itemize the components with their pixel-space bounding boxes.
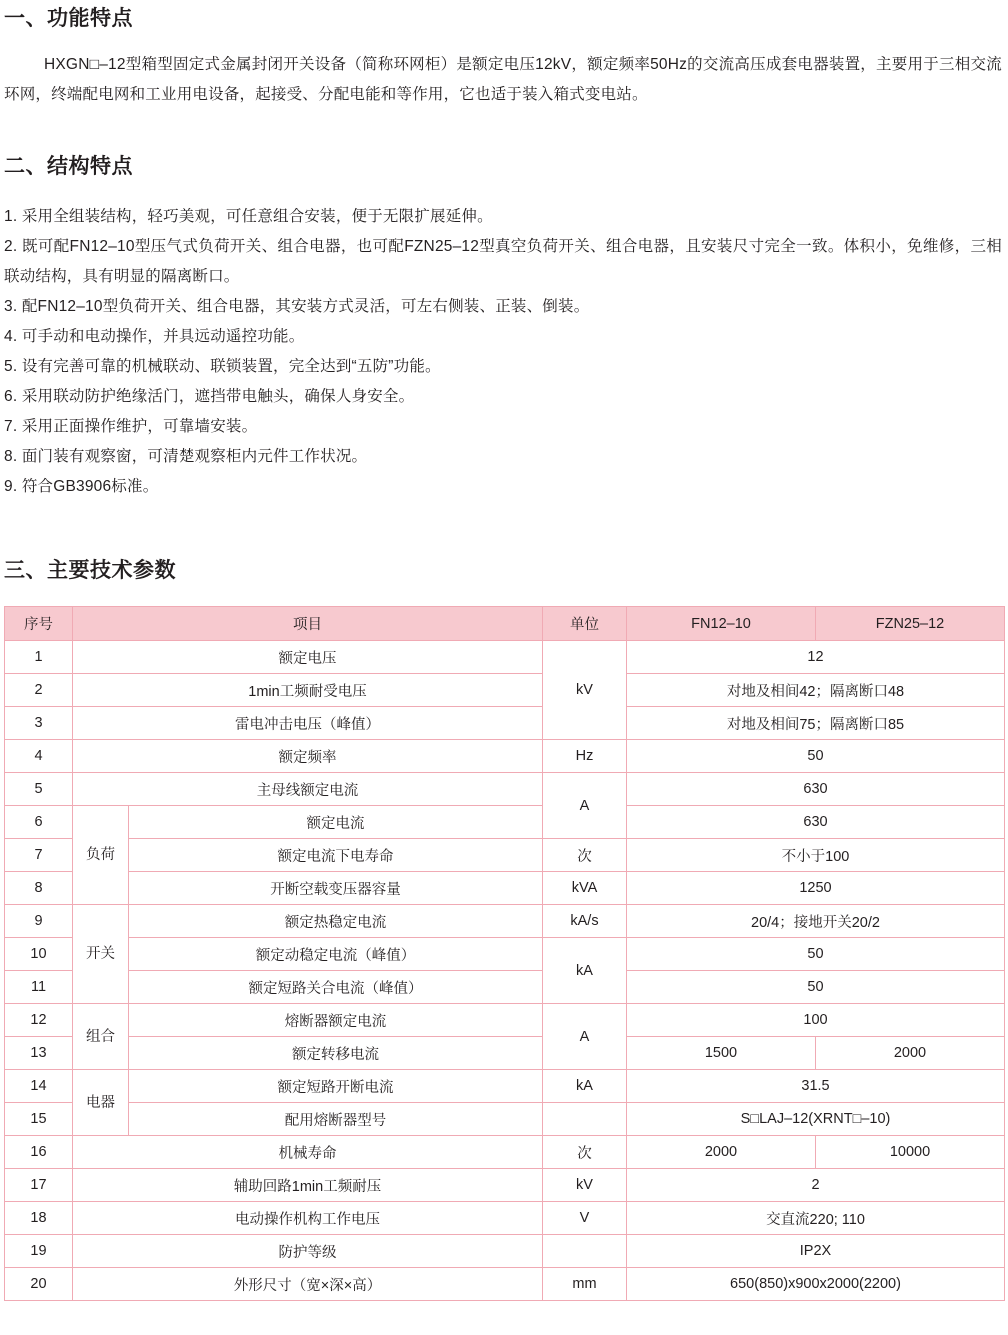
row-unit: mm	[543, 1268, 627, 1301]
row-item: 开断空载变压器容量	[129, 872, 543, 905]
row-no: 11	[5, 971, 73, 1004]
row-value: 不小于100	[627, 839, 1005, 872]
table-row	[5, 1004, 1005, 1037]
row-item: 额定热稳定电流	[129, 905, 543, 938]
row-item: 雷电冲击电压（峰值）	[73, 707, 543, 740]
table-row	[5, 1235, 1005, 1268]
row-no: 8	[5, 872, 73, 905]
table-row	[5, 1070, 1005, 1103]
row-no: 16	[5, 1136, 73, 1169]
row-unit: kVA	[543, 872, 627, 905]
row-unit: Hz	[543, 740, 627, 773]
row-no: 3	[5, 707, 73, 740]
row-unit: A	[543, 773, 627, 839]
row-value: 12	[627, 641, 1005, 674]
section-heading-parameters-text: 三、主要技术参数	[4, 559, 176, 582]
row-group-combo: 组合	[73, 1004, 129, 1070]
row-item: 电动操作机构工作电压	[73, 1202, 543, 1235]
row-value: 2	[627, 1169, 1005, 1202]
section-heading-structure	[4, 150, 1002, 180]
table-row	[5, 1169, 1005, 1202]
row-item: 配用熔断器型号	[129, 1103, 543, 1136]
table-row	[5, 971, 1005, 1004]
row-unit: A	[543, 1004, 627, 1070]
row-item: 熔断器额定电流	[129, 1004, 543, 1037]
row-no: 14	[5, 1070, 73, 1103]
table-row	[5, 674, 1005, 707]
list-item: 9. 符合GB3906标准。	[4, 478, 159, 495]
row-unit: 次	[543, 1136, 627, 1169]
row-item: 额定电流下电寿命	[129, 839, 543, 872]
row-value: 对地及相间42；隔离断口48	[627, 674, 1005, 707]
row-no: 2	[5, 674, 73, 707]
row-value: 31.5	[627, 1070, 1005, 1103]
row-value: 50	[627, 938, 1005, 971]
list-item: 8. 面门装有观察窗，可清楚观察柜内元件工作状况。	[4, 448, 368, 465]
list-item: 5. 设有完善可靠的机械联动、联锁装置，完全达到“五防”功能。	[4, 358, 441, 375]
row-no: 12	[5, 1004, 73, 1037]
row-unit: kV	[543, 1169, 627, 1202]
row-value: 交直流220; 110	[627, 1202, 1005, 1235]
table-row	[5, 1202, 1005, 1235]
row-no: 17	[5, 1169, 73, 1202]
section-heading-features	[4, 2, 1002, 32]
row-no: 15	[5, 1103, 73, 1136]
row-value: IP2X	[627, 1235, 1005, 1268]
row-item: 外形尺寸（宽×深×高）	[73, 1268, 543, 1301]
structure-feature-list	[4, 202, 1002, 502]
row-value: 100	[627, 1004, 1005, 1037]
table-header-no: 序号	[5, 607, 73, 641]
table-header-fn1210: FN12–10	[627, 607, 816, 641]
row-group-load-switch: 负荷	[73, 806, 129, 905]
row-item: 额定电流	[129, 806, 543, 839]
row-item: 额定动稳定电流（峰值）	[129, 938, 543, 971]
table-header-fzn2512: FZN25–12	[816, 607, 1005, 641]
row-value: S□LAJ–12(XRNT□–10)	[627, 1103, 1005, 1136]
row-no: 9	[5, 905, 73, 938]
table-row	[5, 1103, 1005, 1136]
row-item: 额定频率	[73, 740, 543, 773]
table-row	[5, 641, 1005, 674]
row-value: 20/4；接地开关20/2	[627, 905, 1005, 938]
table-row	[5, 707, 1005, 740]
row-value: 1250	[627, 872, 1005, 905]
row-item: 主母线额定电流	[73, 773, 543, 806]
row-no: 20	[5, 1268, 73, 1301]
table-header-row	[5, 607, 1005, 641]
intro-paragraph-text: HXGN□–12型箱型固定式金属封闭开关设备（简称环网柜）是额定电压12kV，额定频率50Hz的交流高压成套电器装置，主要用于三相交流环网，终端配电网和工业用电设备，起接受、分配电能和等作用，它也适于装入箱式变电站。	[4, 56, 1002, 103]
row-no: 7	[5, 839, 73, 872]
row-no: 18	[5, 1202, 73, 1235]
row-value-fn: 2000	[627, 1136, 816, 1169]
row-item: 额定转移电流	[129, 1037, 543, 1070]
list-item: 3. 配FN12–10型负荷开关、组合电器，其安装方式灵活，可左右侧装、正装、倒装。	[4, 298, 590, 315]
row-no: 10	[5, 938, 73, 971]
row-value: 630	[627, 773, 1005, 806]
table-row	[5, 1268, 1005, 1301]
row-item: 额定电压	[73, 641, 543, 674]
row-item: 防护等级	[73, 1235, 543, 1268]
section-heading-parameters	[4, 554, 1002, 584]
row-value-fzn: 10000	[816, 1136, 1005, 1169]
row-value: 50	[627, 971, 1005, 1004]
row-unit: kV	[543, 641, 627, 740]
table-row	[5, 740, 1005, 773]
row-group-combo-2: 电器	[73, 1070, 129, 1136]
section-heading-features-text: 一、功能特点	[4, 7, 133, 30]
table-row	[5, 872, 1005, 905]
document-page	[0, 2, 1008, 1301]
row-value: 对地及相间75；隔离断口85	[627, 707, 1005, 740]
row-unit	[543, 1103, 627, 1136]
table-row	[5, 839, 1005, 872]
row-value-fzn: 2000	[816, 1037, 1005, 1070]
list-item: 4. 可手动和电动操作，并具远动遥控功能。	[4, 328, 305, 345]
list-item: 6. 采用联动防护绝缘活门，遮挡带电触头，确保人身安全。	[4, 388, 415, 405]
row-no: 1	[5, 641, 73, 674]
row-value: 630	[627, 806, 1005, 839]
table-row	[5, 905, 1005, 938]
row-item: 额定短路开断电流	[129, 1070, 543, 1103]
table-row	[5, 806, 1005, 839]
table-row	[5, 1037, 1005, 1070]
row-unit: kA/s	[543, 905, 627, 938]
row-no: 6	[5, 806, 73, 839]
row-value: 50	[627, 740, 1005, 773]
row-group-load-switch-2: 开关	[73, 905, 129, 1004]
row-no: 4	[5, 740, 73, 773]
row-unit	[543, 1235, 627, 1268]
table-row	[5, 773, 1005, 806]
list-item: 2. 既可配FN12–10型压气式负荷开关、组合电器，也可配FZN25–12型真空负荷开关、组合电器，且安装尺寸完全一致。体积小，免维修，三相联动结构，具有明显的隔离断口。	[4, 238, 1002, 285]
intro-paragraph	[4, 50, 1002, 110]
list-item: 7. 采用正面操作维护，可靠墙安装。	[4, 418, 258, 435]
row-value-fn: 1500	[627, 1037, 816, 1070]
row-item: 机械寿命	[73, 1136, 543, 1169]
row-unit: V	[543, 1202, 627, 1235]
table-row	[5, 938, 1005, 971]
section-heading-structure-text: 二、结构特点	[4, 155, 133, 178]
row-item: 辅助回路1min工频耐压	[73, 1169, 543, 1202]
table-header-unit: 单位	[543, 607, 627, 641]
row-unit: 次	[543, 839, 627, 872]
row-item: 1min工频耐受电压	[73, 674, 543, 707]
row-no: 5	[5, 773, 73, 806]
row-no: 19	[5, 1235, 73, 1268]
technical-parameters-table	[4, 606, 1005, 1301]
row-no: 13	[5, 1037, 73, 1070]
table-row	[5, 1136, 1005, 1169]
row-unit: kA	[543, 1070, 627, 1103]
row-value: 650(850)x900x2000(2200)	[627, 1268, 1005, 1301]
list-item: 1. 采用全组装结构，轻巧美观，可任意组合安装，便于无限扩展延伸。	[4, 208, 493, 225]
row-unit: kA	[543, 938, 627, 1004]
table-header-item: 项目	[73, 607, 543, 641]
row-item: 额定短路关合电流（峰值）	[129, 971, 543, 1004]
